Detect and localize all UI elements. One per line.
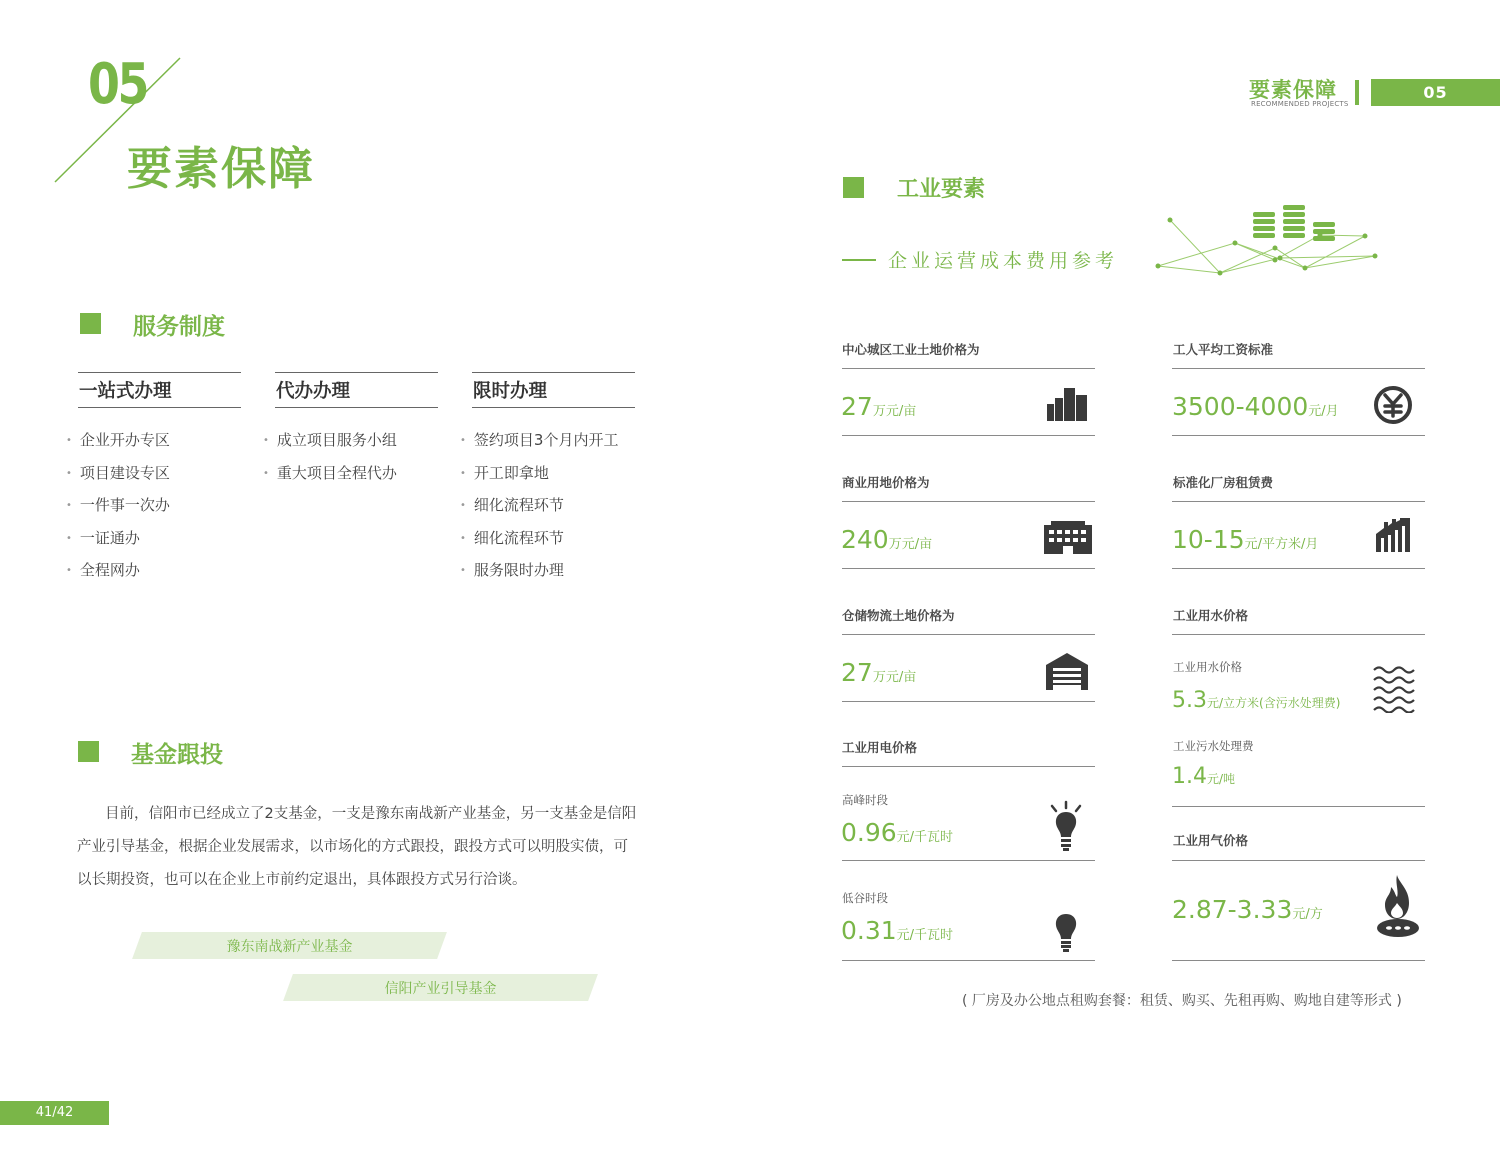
buildings-icon — [1046, 386, 1088, 422]
divider — [1172, 368, 1425, 369]
header-subtitle: RECOMMENDED PROJECTS — [1251, 100, 1349, 108]
fund-tag-2: 信阳产业引导基金 — [384, 981, 497, 997]
divider — [1172, 960, 1425, 961]
divider — [842, 435, 1095, 436]
divider — [78, 407, 241, 408]
divider — [842, 766, 1095, 767]
divider — [275, 372, 438, 373]
header-title: 要素保障 — [1249, 78, 1337, 102]
divider — [1172, 568, 1425, 569]
service-col-2-list — [263, 429, 397, 494]
land-commercial-label: 商业用地价格为 — [842, 475, 930, 490]
industry-heading-marker — [843, 177, 864, 198]
lightbulb-on-icon — [1048, 800, 1084, 852]
service-col-1-title: 一站式办理 — [79, 381, 172, 402]
service-col-2-title: 代办办理 — [276, 381, 351, 402]
divider — [842, 960, 1095, 961]
divider — [1172, 435, 1425, 436]
gas-label: 工业用气价格 — [1173, 833, 1249, 848]
divider — [1172, 860, 1425, 861]
lightbulb-off-icon — [1053, 912, 1079, 952]
land-center-value: 27万元/亩 — [841, 392, 917, 421]
service-col-1-list — [66, 429, 170, 592]
wage-label: 工人平均工资标准 — [1173, 342, 1274, 357]
rent-label: 标准化厂房租赁费 — [1173, 475, 1274, 490]
header-separator — [1355, 80, 1359, 105]
gas-flame-icon — [1375, 873, 1423, 939]
fund-paragraph — [77, 798, 677, 897]
divider — [842, 568, 1095, 569]
office-building-icon — [1043, 520, 1093, 555]
warehouse-icon — [1044, 651, 1090, 691]
divider — [842, 634, 1095, 635]
gas-value: 2.87-3.33元/方 — [1172, 895, 1323, 924]
power-valley-label: 低谷时段 — [842, 891, 888, 905]
network-coins-decoration-icon — [1150, 200, 1385, 280]
subheading-dash — [842, 259, 876, 261]
water-waves-icon — [1372, 665, 1419, 713]
list-item: • 开工即拿地 — [460, 462, 618, 495]
divider — [1172, 501, 1425, 502]
fund-tag-1: 豫东南战新产业基金 — [226, 939, 353, 955]
fund-heading-marker — [78, 741, 99, 762]
divider — [78, 372, 241, 373]
power-peak-label: 高峰时段 — [842, 793, 888, 807]
water-sub2-value: 1.4元/吨 — [1172, 764, 1236, 789]
list-item: • 全程网办 — [66, 559, 170, 592]
water-sub2-label: 工业污水处理费 — [1173, 739, 1254, 753]
divider — [275, 407, 438, 408]
list-item: • 项目建设专区 — [66, 462, 170, 495]
service-col-3-title: 限时办理 — [473, 381, 548, 402]
fund-heading: 基金跟投 — [131, 742, 223, 768]
wage-value: 3500-4000元/月 — [1172, 392, 1339, 421]
divider — [842, 701, 1095, 702]
land-warehouse-value: 27万元/亩 — [841, 658, 917, 687]
list-item: • 企业开办专区 — [66, 429, 170, 462]
list-item: • 一证通办 — [66, 527, 170, 560]
list-item: • 细化流程环节 — [460, 527, 618, 560]
list-item: • 成立项目服务小组 — [263, 429, 397, 462]
land-warehouse-label: 仓储物流土地价格为 — [842, 608, 955, 623]
chapter-title: 要素保障 — [127, 142, 316, 195]
divider — [1172, 806, 1425, 807]
industry-subheading: 企业运营成本费用参考 — [888, 250, 1119, 272]
factory-icon — [1374, 518, 1412, 553]
water-label: 工业用水价格 — [1173, 608, 1249, 623]
list-item: • 一件事一次办 — [66, 494, 170, 527]
water-sub1-value: 5.3元/立方米(含污水处理费) — [1172, 688, 1341, 713]
power-label: 工业用电价格 — [842, 740, 918, 755]
divider — [842, 860, 1095, 861]
industry-note: ( 厂房及办公地点租购套餐：租赁、购买、先租再购、购地自建等形式 ) — [962, 993, 1402, 1009]
chapter-number: 05 — [88, 52, 147, 117]
service-heading-marker — [80, 313, 101, 334]
land-commercial-value: 240万元/亩 — [841, 525, 933, 554]
power-peak-value: 0.96元/千瓦时 — [841, 818, 954, 847]
service-col-3-list — [460, 429, 618, 592]
power-valley-value: 0.31元/千瓦时 — [841, 916, 954, 945]
page-number: 41/42 — [0, 1101, 109, 1125]
rent-value: 10-15元/平方米/月 — [1172, 525, 1319, 554]
service-heading: 服务制度 — [133, 314, 225, 340]
list-item: • 细化流程环节 — [460, 494, 618, 527]
fund-paragraph-line: 目前，信阳市已经成立了2支基金，一支是豫东南战新产业基金，另一支基金是信阳 — [105, 806, 637, 822]
divider — [842, 501, 1095, 502]
yuan-coin-icon — [1373, 385, 1413, 425]
fund-paragraph-line: 产业引导基金，根据企业发展需求，以市场化的方式跟投，跟投方式可以明股实债，可 — [77, 839, 628, 855]
divider — [842, 368, 1095, 369]
water-sub1-label: 工业用水价格 — [1173, 660, 1242, 674]
list-item: • 服务限时办理 — [460, 559, 618, 592]
divider — [472, 407, 635, 408]
list-item: • 签约项目3个月内开工 — [460, 429, 618, 462]
list-item: • 重大项目全程代办 — [263, 462, 397, 495]
fund-paragraph-line: 以长期投资，也可以在企业上市前约定退出，具体跟投方式另行洽谈。 — [77, 872, 527, 888]
divider — [472, 372, 635, 373]
land-center-label: 中心城区工业土地价格为 — [842, 342, 980, 357]
header-badge: 05 — [1371, 79, 1500, 106]
industry-heading: 工业要素 — [897, 177, 986, 202]
divider — [1172, 634, 1425, 635]
